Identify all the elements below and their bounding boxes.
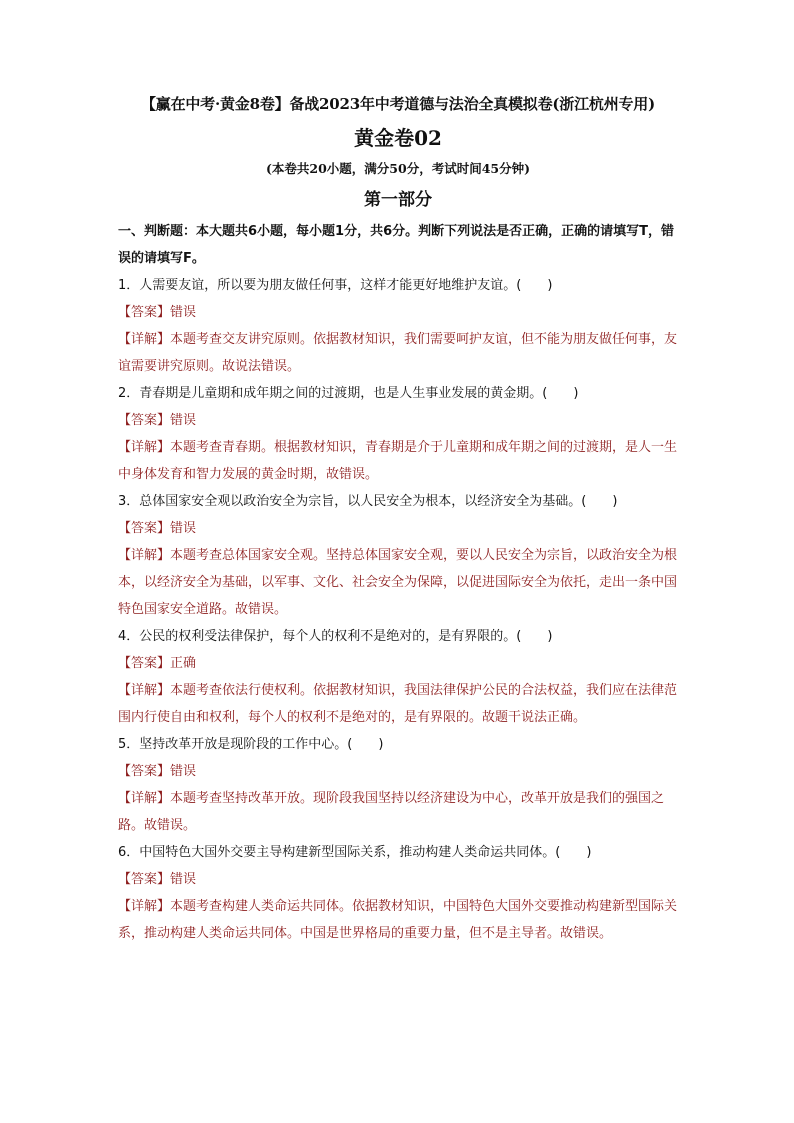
answer-label: 【答案】	[118, 872, 171, 887]
detail-label: 【详解】	[118, 899, 171, 914]
answer-label: 【答案】	[118, 764, 171, 779]
answer-6	[118, 866, 678, 893]
detail-text: 本题考查交友讲究原则。依据教材知识，我们需要呵护友谊，但不能为朋友做任何事，友谊需要讲究原则。故说法错误。	[118, 332, 678, 374]
document-page	[118, 88, 678, 947]
answer-label: 【答案】	[118, 413, 171, 428]
detail-text: 本题考查依法行使权利。依据教材知识，我国法律保护公民的合法权益，我们应在法律范围内行使自由和权利，每个人的权利不是绝对的，是有界限的。故题干说法正确。	[118, 683, 678, 725]
answer-value: 错误	[170, 305, 197, 320]
answer-value: 错误	[170, 764, 197, 779]
detail-3	[118, 542, 678, 623]
question-instruction: 一、判断题：本大题共6小题，每小题1分，共6分。判断下列说法是否正确，正确的请填写T，错误的请填写F。	[118, 224, 675, 266]
answer-1	[118, 299, 678, 326]
question-5: 5．坚持改革开放是现阶段的工作中心。( )	[118, 737, 384, 752]
exam-info-note: (本卷共20小题，满分50分，考试时间45分钟)	[265, 161, 530, 176]
detail-label: 【详解】	[118, 440, 171, 455]
detail-text: 本题考查总体国家安全观。坚持总体国家安全观，要以人民安全为宗旨，以政治安全为根本，以经济安全为基础，以军事、文化、社会安全为保障，以促进国际安全为依托，走出一条中国特色国家安全道路。故错误。	[118, 548, 678, 617]
question-6: 6．中国特色大国外交要主导构建新型国际关系，推动构建人类命运共同体。( )	[118, 845, 592, 860]
detail-text: 本题考查坚持改革开放。现阶段我国坚持以经济建设为中心，改革开放是我们的强国之路。故错误。	[118, 791, 665, 833]
question-3: 3．总体国家安全观以政治安全为宗旨，以人民安全为根本，以经济安全为基础。( )	[118, 494, 618, 509]
answer-label: 【答案】	[118, 656, 171, 671]
detail-6	[118, 893, 678, 947]
detail-label: 【详解】	[118, 683, 171, 698]
detail-4	[118, 677, 678, 731]
answer-value: 正确	[170, 656, 197, 671]
question-1: 1．人需要友谊，所以要为朋友做任何事，这样才能更好地维护友谊。( )	[118, 278, 553, 293]
answer-3	[118, 515, 678, 542]
detail-1	[118, 326, 678, 380]
answer-value: 错误	[170, 872, 197, 887]
answer-5	[118, 758, 678, 785]
detail-2	[118, 434, 678, 488]
detail-5	[118, 785, 678, 839]
answer-value: 错误	[170, 521, 197, 536]
paper-subtitle: 黄金卷02	[354, 126, 442, 150]
answer-4	[118, 650, 678, 677]
answer-label: 【答案】	[118, 305, 171, 320]
question-2: 2．青春期是儿童期和成年期之间的过渡期，也是人生事业发展的黄金期。( )	[118, 386, 579, 401]
answer-label: 【答案】	[118, 521, 171, 536]
answer-2	[118, 407, 678, 434]
answer-value: 错误	[170, 413, 197, 428]
document-title: 【赢在中考·黄金8卷】备战2023年中考道德与法治全真模拟卷(浙江杭州专用)	[140, 95, 655, 113]
question-4: 4．公民的权利受法律保护，每个人的权利不是绝对的，是有界限的。( )	[118, 629, 553, 644]
detail-text: 本题考查青春期。根据教材知识，青春期是介于儿童期和成年期之间的过渡期，是人一生中身体发育和智力发展的黄金时期，故错误。	[118, 440, 678, 482]
detail-label: 【详解】	[118, 548, 171, 563]
detail-label: 【详解】	[118, 791, 171, 806]
detail-label: 【详解】	[118, 332, 171, 347]
section-heading: 第一部分	[364, 190, 432, 210]
detail-text: 本题考查构建人类命运共同体。依据教材知识，中国特色大国外交要推动构建新型国际关系，推动构建人类命运共同体。中国是世界格局的重要力量，但不是主导者。故错误。	[118, 899, 678, 941]
